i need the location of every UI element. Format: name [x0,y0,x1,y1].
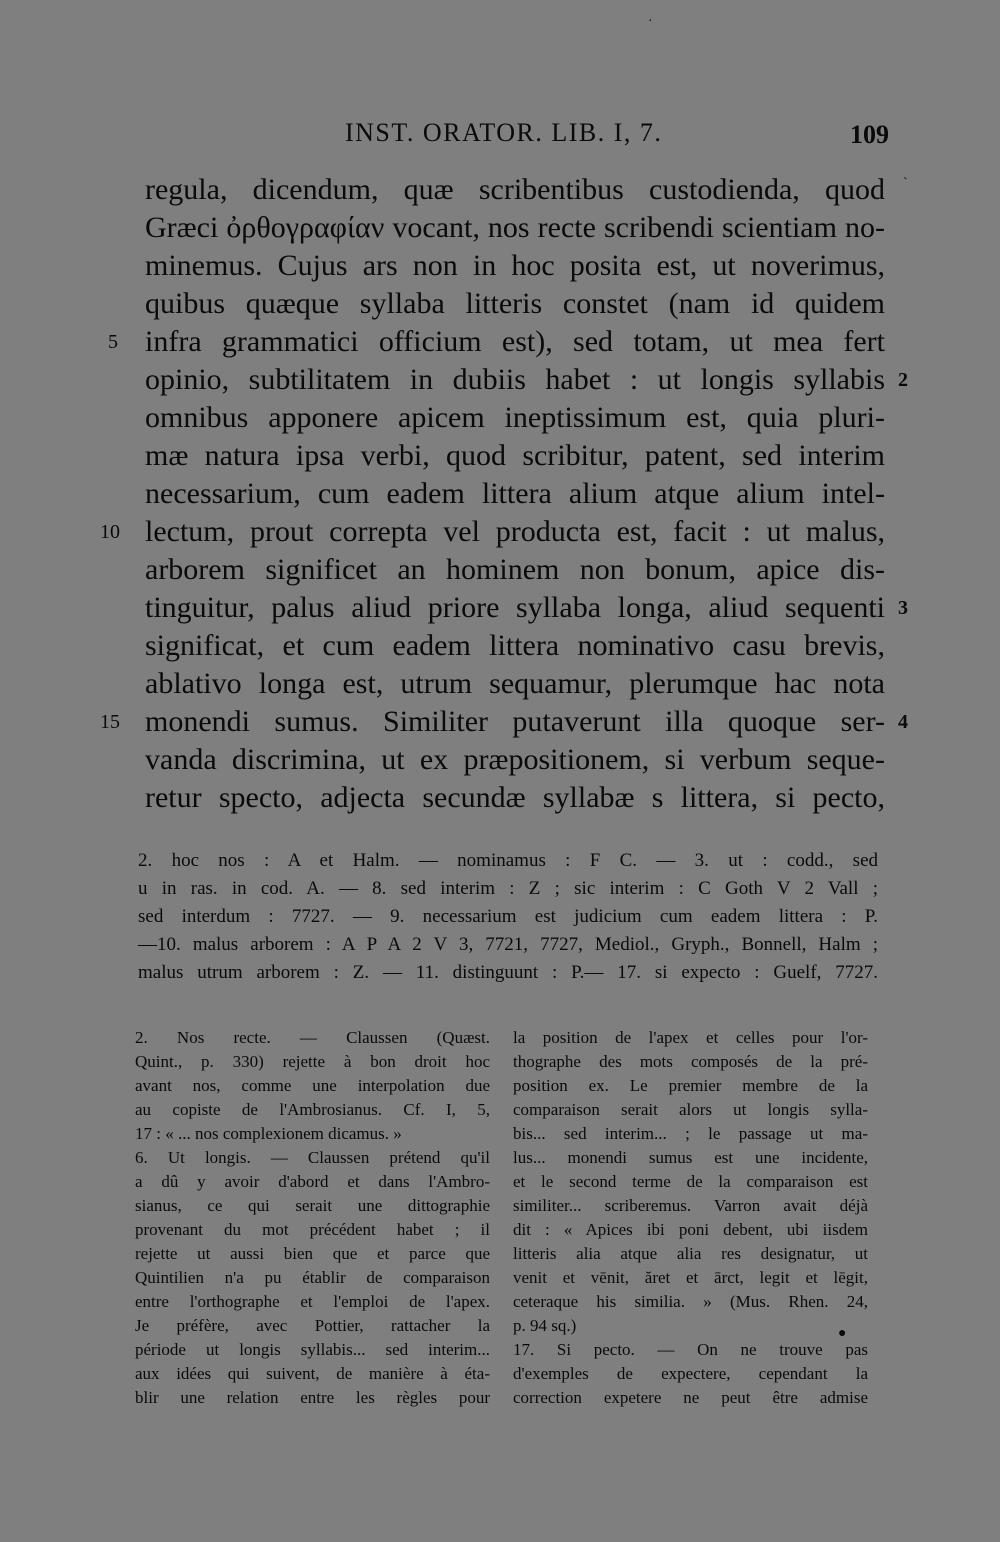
note-line: blir une relation entre les règles pour [135,1388,490,1407]
apparatus-line: 2. hoc nos : A et Halm. — nominamus : F C. — 3. ut : codd., sed [138,850,878,871]
note-line: venit et vēnit, ăret et ārct, legit et lēgit, [513,1268,868,1287]
text-line: significat, et cum eadem littera nominativo casu brevis, [145,629,885,662]
note-line: sianus, ce qui serait une dittographie [135,1196,490,1215]
running-title: INST. ORATOR. LIB. I, 7. [345,118,663,147]
note-line: la position de l'apex et celles pour l'or- [513,1028,868,1047]
text-line: vanda discrimina, ut ex præpositionem, si verbum seque- [145,743,885,776]
text-line: lectum, prout correpta vel producta est, facit : ut malus, [145,515,885,548]
apparatus-line: sed interdum : 7727. — 9. necessarium est judicium cum eadem littera : P. [138,906,878,927]
note-line: aux idées qui suivent, de manière à éta- [135,1364,490,1383]
line-number: 5 [108,331,118,353]
line-number: 10 [100,521,120,543]
text-line: infra grammatici officium est), sed totam, ut mea fert [145,325,885,358]
text-line: ablativo longa est, utrum sequamur, plerumque hac nota [145,667,885,700]
note-line: comparaison serait alors ut longis sylla- [513,1100,868,1119]
note-line: correction expetere ne peut être admise [513,1388,868,1407]
text-line: opinio, subtilitatem in dubiis habet : ut longis syllabis [145,363,885,396]
line-number: 15 [100,711,120,733]
note-line: Quint., p. 330) rejette à bon droit hoc [135,1052,490,1071]
text-line: minemus. Cujus ars non in hoc posita est, ut noverimus, [145,249,885,282]
note-line: avant nos, comme une interpolation due [135,1076,490,1095]
note-line: au copiste de l'Ambrosianus. Cf. I, 5, [135,1100,490,1119]
note-line: dit : « Apices ibi poni debent, ubi iisdem [513,1220,868,1239]
note-line: ceteraque his similia. » (Mus. Rhen. 24, [513,1292,868,1311]
note-line: d'exemples de expectere, cependant la [513,1364,868,1383]
apparatus-line: —10. malus arborem : A P A 2 V 3, 7721, 7727, Mediol., Gryph., Bonnell, Halm ; [138,934,878,955]
note-line: 17 : « ... nos complexionem dicamus. » [135,1124,402,1143]
text-line: regula, dicendum, quæ scribentibus custodienda, quod [145,173,885,206]
note-line: lus... monendi sumus est une incidente, [513,1148,868,1167]
speck-mark: · [648,14,653,29]
text-line: quibus quæque syllaba litteris constet (nam id quidem [145,287,885,320]
text-line: omnibus apponere apicem ineptissimum est, quia pluri- [145,401,885,434]
text-line: Græci ὀρθογραφίαν vocant, nos recte scribendi scientiam no- [145,211,885,244]
speck-mark: ● [838,1326,847,1341]
note-line: provenant du mot précédent habet ; il [135,1220,490,1239]
note-line: a dû y avoir d'abord et dans l'Ambro- [135,1172,490,1191]
text-line: mæ natura ipsa verbi, quod scribitur, patent, sed interim [145,439,885,472]
note-line: p. 94 sq.) [513,1316,577,1335]
note-line: 17. Si pecto. — On ne trouve pas [513,1340,868,1359]
note-line: 6. Ut longis. — Claussen prétend qu'il [135,1148,490,1167]
section-number: 3 [898,597,908,619]
note-line: bis... sed interim... ; le passage ut ma- [513,1124,868,1143]
note-line: entre l'orthographe et l'emploi de l'apex. [135,1292,490,1311]
note-line: similiter... scriberemus. Varron avait déjà [513,1196,868,1215]
page-number: 109 [850,120,889,149]
note-line: thographe des mots composés de la pré- [513,1052,868,1071]
note-line: litteris alia atque alia res designatur, ut [513,1244,868,1263]
text-line: necessarium, cum eadem littera alium atque alium intel- [145,477,885,510]
note-line: Je préfère, avec Pottier, rattacher la [135,1316,490,1335]
text-line: retur specto, adjecta secundæ syllabæ s littera, si pecto, [145,781,885,814]
note-line: période ut longis syllabis... sed interim... [135,1340,490,1359]
text-line: tinguitur, palus aliud priore syllaba longa, aliud sequenti [145,591,885,624]
note-line: 2. Nos recte. — Claussen (Quæst. [135,1028,490,1047]
apparatus-line: malus utrum arborem : Z. — 11. distinguunt : P.— 17. si expecto : Guelf, 7727. [138,962,878,983]
note-line: position ex. Le premier membre de la [513,1076,868,1095]
apparatus-line: u in ras. in cod. A. — 8. sed interim : Z ; sic interim : C Goth V 2 Vall ; [138,878,878,899]
note-line: Quintilien n'a pu établir de comparaison [135,1268,490,1287]
speck-mark: ˋ [903,176,908,191]
section-number: 2 [898,369,908,391]
running-header [0,118,1000,158]
note-line: et le second terme de la comparaison est [513,1172,868,1191]
note-line: rejette ut aussi bien que et parce que [135,1244,490,1263]
text-line: arborem significet an hominem non bonum, apice dis- [145,553,885,586]
section-number: 4 [898,711,908,733]
text-line: monendi sumus. Similiter putaverunt illa quoque ser- [145,705,885,738]
